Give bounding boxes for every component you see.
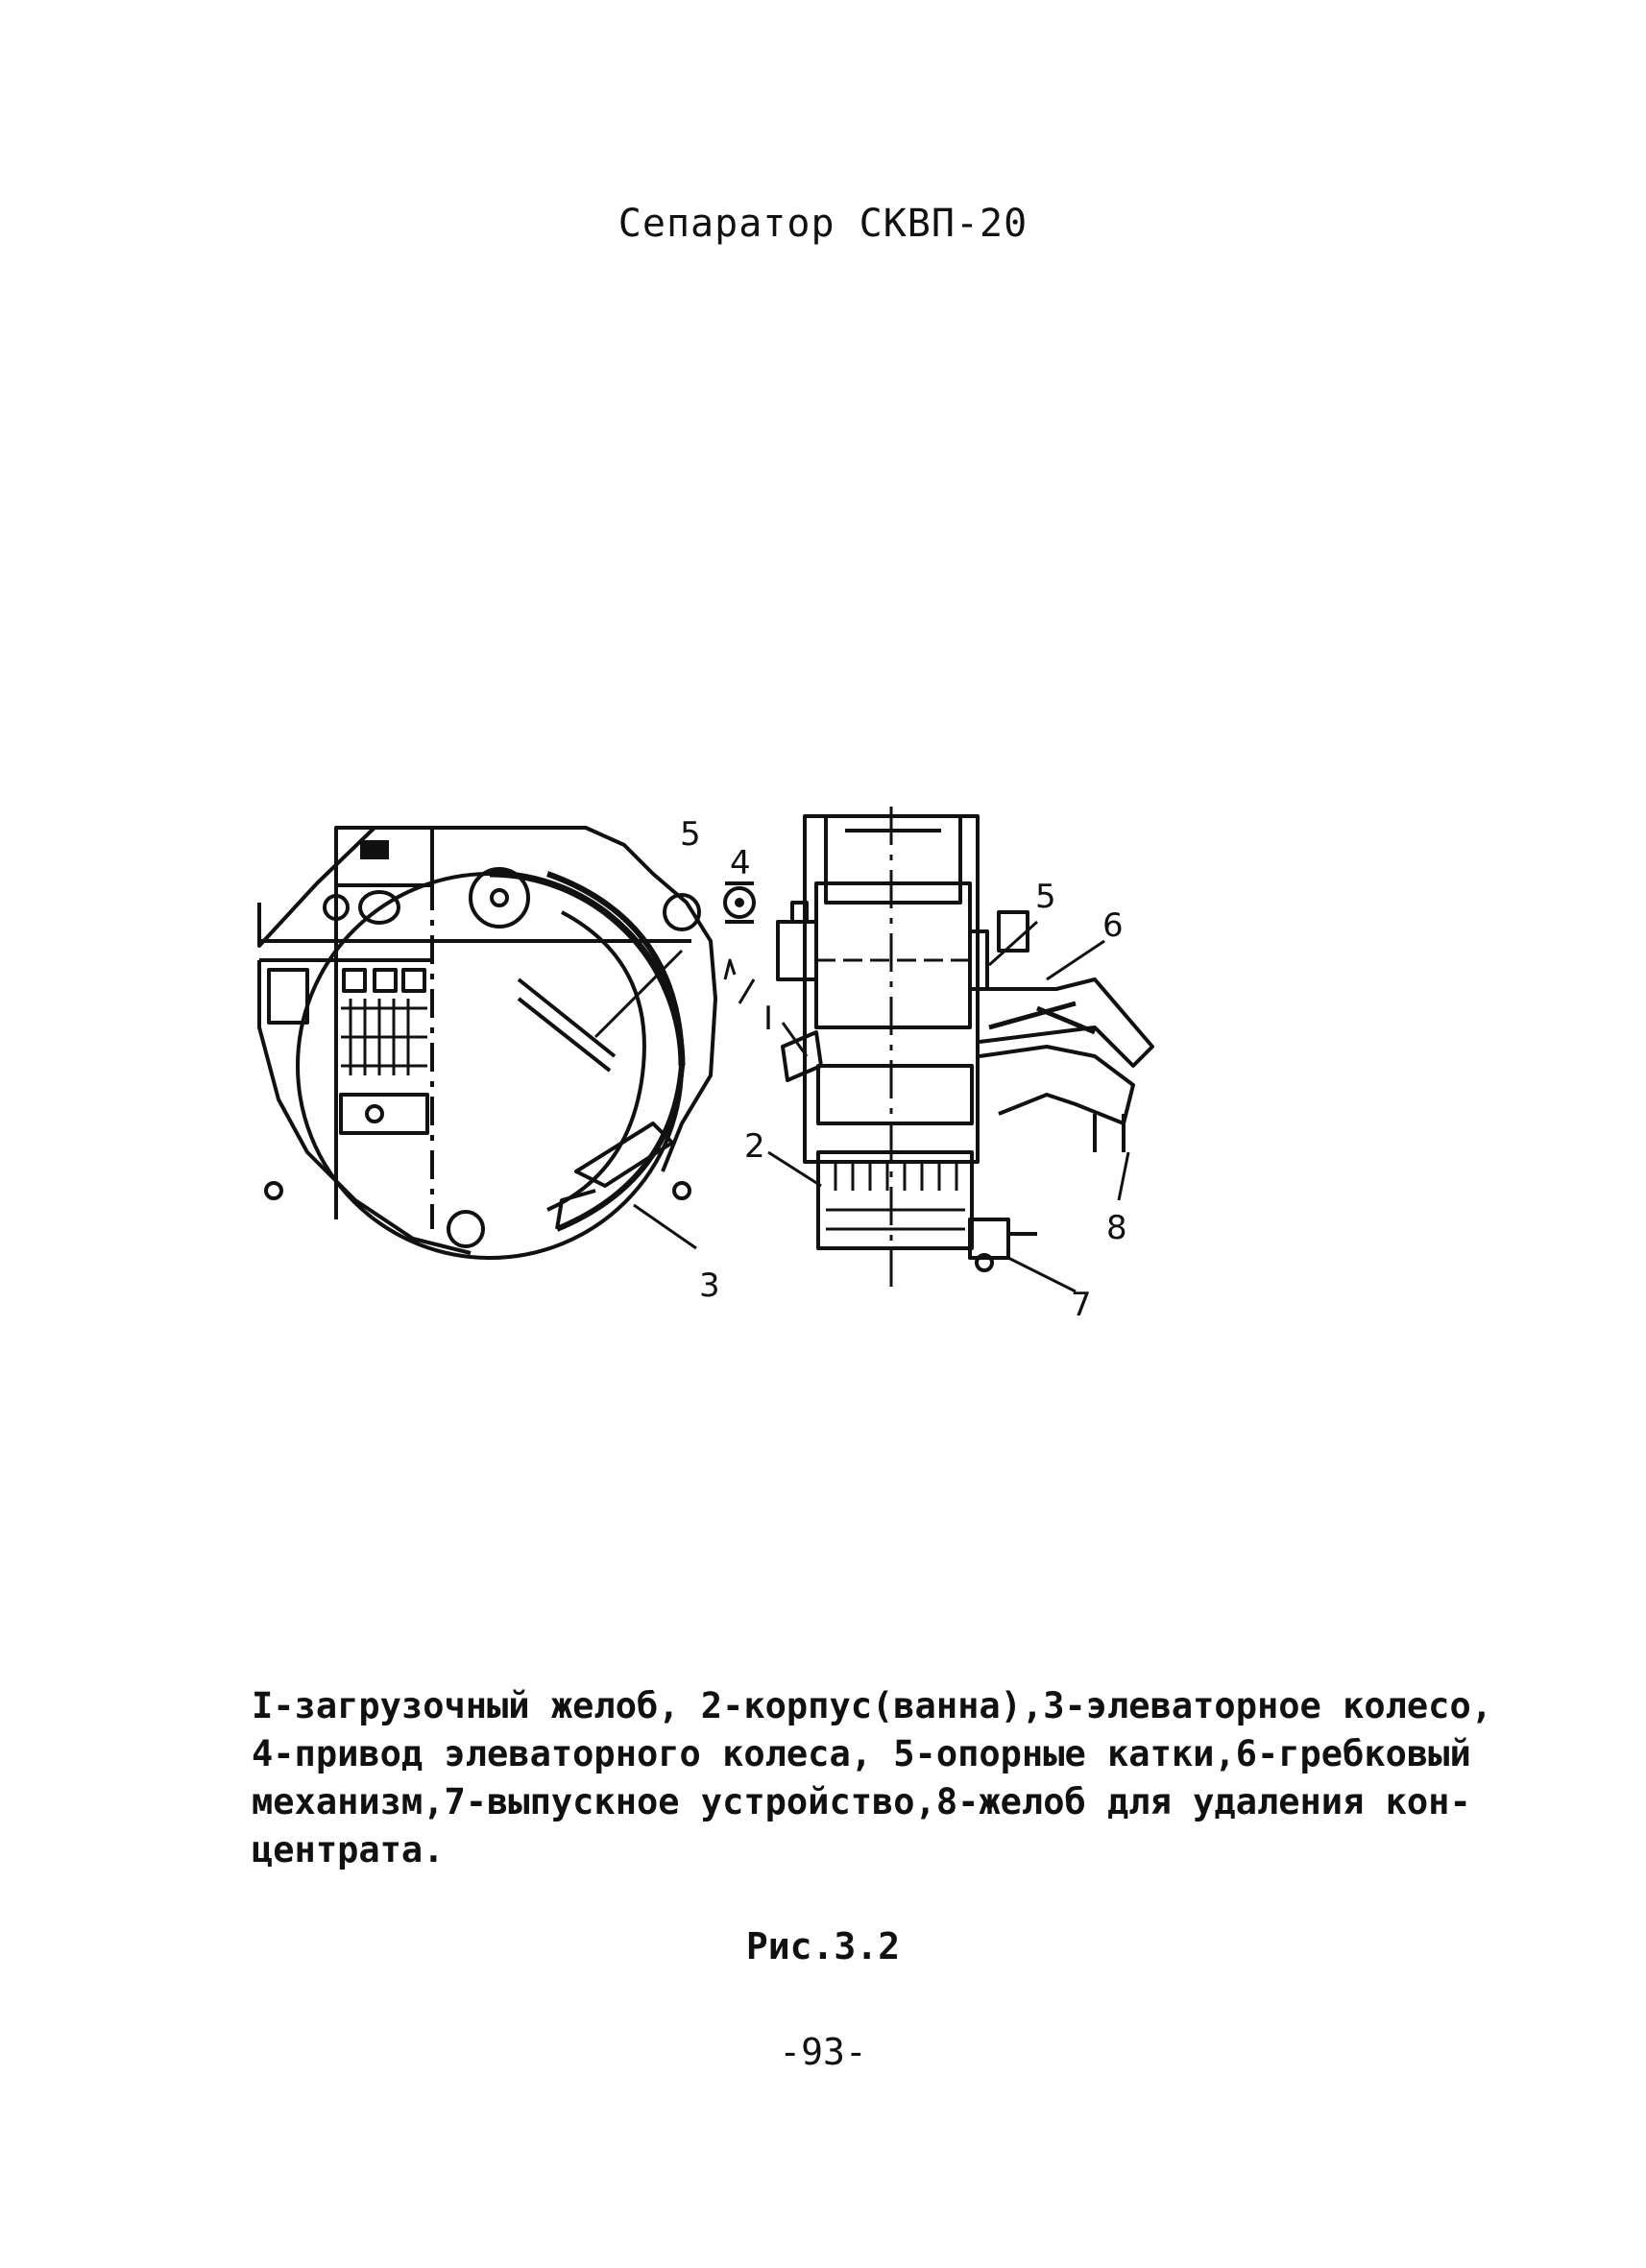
- label-1: I: [763, 1000, 774, 1038]
- label-6: 6: [1102, 906, 1124, 945]
- label-5-left: 5: [680, 815, 701, 854]
- label-3: 3: [699, 1267, 720, 1305]
- label-5-right: 5: [1035, 878, 1056, 916]
- left-side-view: [259, 828, 754, 1258]
- caption-line: 4-привод элеваторного колеса, 5-опорные катки,6-гребковый: [252, 1733, 1471, 1774]
- caption-line: центрата.: [252, 1829, 445, 1870]
- label-7: 7: [1071, 1286, 1092, 1324]
- right-front-view: [778, 807, 1152, 1287]
- label-8: 8: [1106, 1209, 1127, 1247]
- label-4: 4: [730, 844, 751, 882]
- page-title: Сепаратор СКВП-20: [617, 202, 1029, 246]
- label-2: 2: [744, 1127, 765, 1166]
- figure-caption: [252, 1682, 1493, 1874]
- caption-line: механизм,7-выпускное устройство,8-желоб для удаления кон-: [252, 1781, 1471, 1822]
- page-number: -93-: [779, 2031, 867, 2073]
- separator-technical-drawing: [230, 807, 1383, 1344]
- caption-line: I-загрузочный желоб, 2-корпус(ванна),3-элеваторное колесо,: [252, 1685, 1493, 1726]
- figure-number: Рис.3.2: [745, 1925, 901, 1967]
